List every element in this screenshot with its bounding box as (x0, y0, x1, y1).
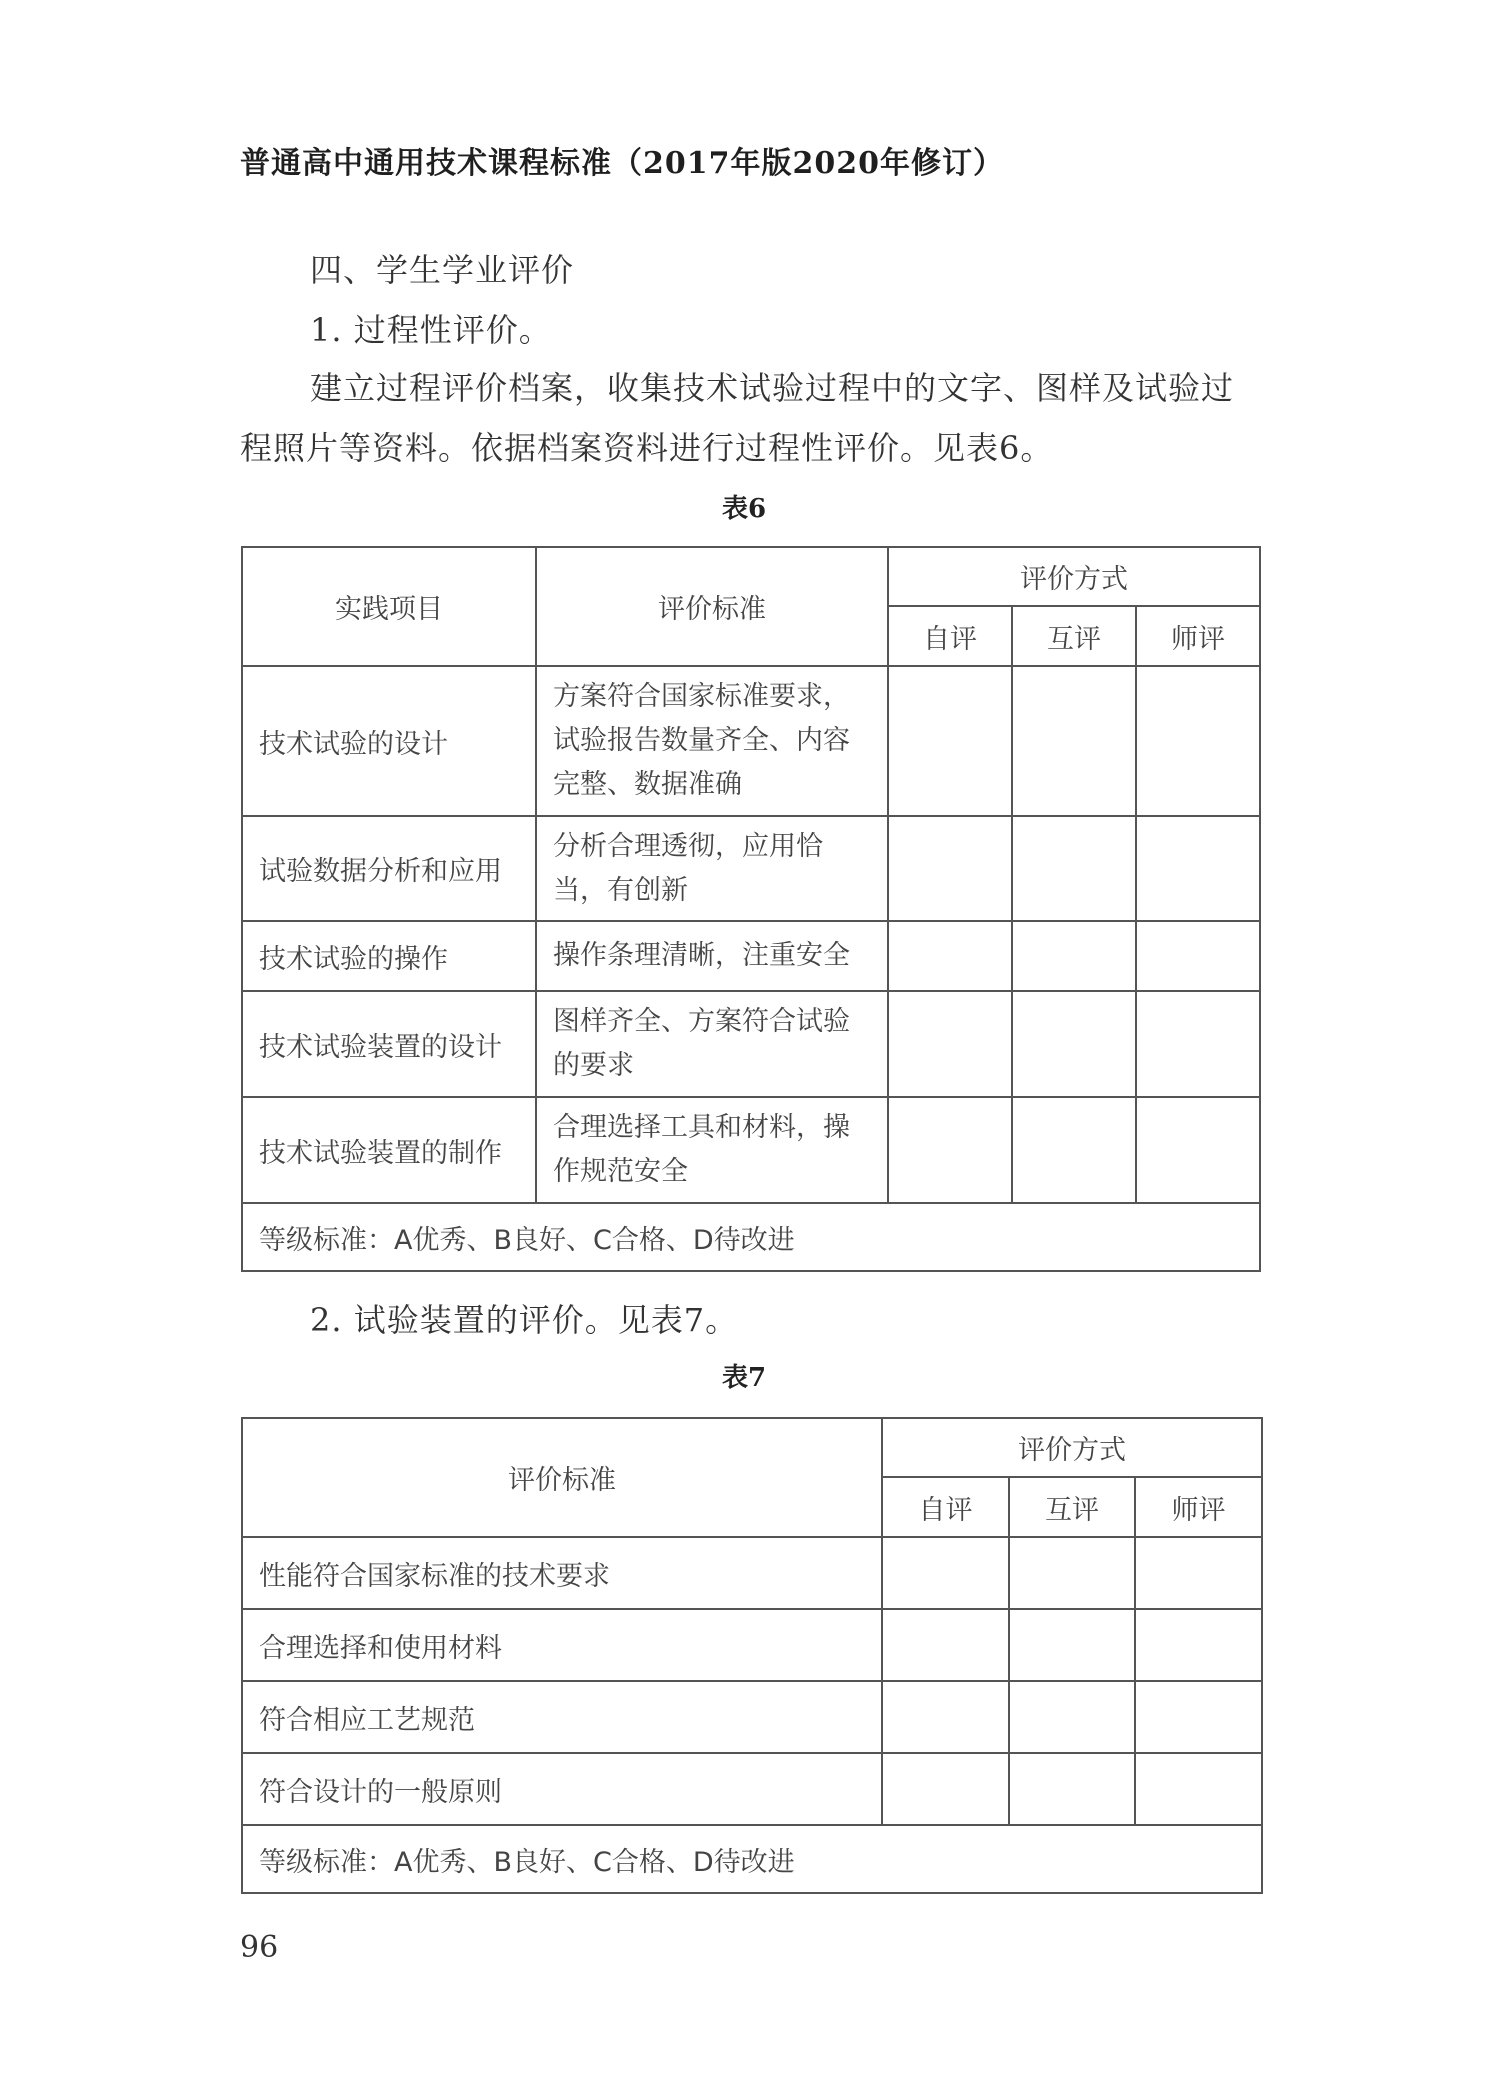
table6-teacher-cell (1136, 991, 1260, 1097)
table7-criteria-cell: 符合设计的一般原则 (242, 1753, 882, 1825)
table6-peer-cell (1012, 666, 1136, 816)
section-heading: 四、学生学业评价 (310, 251, 575, 289)
table7-teacher-cell (1135, 1681, 1262, 1753)
body-line-1: 建立过程评价档案，收集技术试验过程中的文字、图样及试验过 (310, 369, 1235, 407)
table7-header-method: 评价方式 (882, 1418, 1262, 1477)
table6-teacher-cell (1136, 1097, 1260, 1203)
table7-self-cell (882, 1537, 1009, 1609)
table7-criteria-cell: 合理选择和使用材料 (242, 1609, 882, 1681)
table7-grade-standard: 等级标准：A优秀、B良好、C合格、D待改进 (242, 1825, 1262, 1893)
table6-grade-standard: 等级标准：A优秀、B良好、C合格、D待改进 (242, 1203, 1260, 1271)
table7-criteria-cell: 符合相应工艺规范 (242, 1681, 882, 1753)
table-row (242, 1681, 1262, 1753)
table6-header-self: 自评 (888, 606, 1012, 666)
table6-self-cell (888, 1097, 1012, 1203)
table6-criteria-cell: 分析合理透彻，应用恰当，有创新 (536, 816, 888, 921)
table7-teacher-cell (1135, 1537, 1262, 1609)
table6 (241, 546, 1261, 1272)
table6-caption: 表6 (722, 494, 767, 524)
table7-header-teacher: 师评 (1135, 1477, 1262, 1537)
table6-self-cell (888, 991, 1012, 1097)
table7-self-cell (882, 1753, 1009, 1825)
table6-criteria-cell: 操作条理清晰，注重安全 (536, 921, 888, 991)
table6-peer-cell (1012, 816, 1136, 921)
table6-self-cell (888, 921, 1012, 991)
table7-peer-cell (1009, 1753, 1135, 1825)
table6-header-peer: 互评 (1012, 606, 1136, 666)
table7-self-cell (882, 1681, 1009, 1753)
table6-header-criteria: 评价标准 (536, 547, 888, 666)
table-row (242, 1753, 1262, 1825)
table7-criteria-cell: 性能符合国家标准的技术要求 (242, 1537, 882, 1609)
body-paragraph (240, 358, 1260, 478)
table6-criteria-cell: 图样齐全、方案符合试验的要求 (536, 991, 888, 1097)
table6-project-cell: 技术试验装置的制作 (242, 1097, 536, 1203)
table6-header-method: 评价方式 (888, 547, 1260, 606)
table7-self-cell (882, 1609, 1009, 1681)
table6-teacher-cell (1136, 921, 1260, 991)
table6-project-cell: 试验数据分析和应用 (242, 816, 536, 921)
table7-peer-cell (1009, 1681, 1135, 1753)
table7-peer-cell (1009, 1537, 1135, 1609)
table6-peer-cell (1012, 991, 1136, 1097)
table7-header-peer: 互评 (1009, 1477, 1135, 1537)
page-number: 96 (240, 1930, 279, 1965)
body-line-2: 程照片等资料。依据档案资料进行过程性评价。见表6。 (240, 429, 1054, 467)
table-row (242, 1097, 1260, 1203)
table6-header-project: 实践项目 (242, 547, 536, 666)
table7-peer-cell (1009, 1609, 1135, 1681)
table6-header-teacher: 师评 (1136, 606, 1260, 666)
table6-self-cell (888, 666, 1012, 816)
table6-criteria-cell: 方案符合国家标准要求，试验报告数量齐全、内容完整、数据准确 (536, 666, 888, 816)
table6-self-cell (888, 816, 1012, 921)
table7-caption: 表7 (722, 1363, 767, 1393)
table7-header-criteria: 评价标准 (242, 1418, 882, 1537)
table6-teacher-cell (1136, 666, 1260, 816)
running-header: 普通高中通用技术课程标准（2017年版2020年修订） (240, 146, 1004, 181)
table7 (241, 1417, 1263, 1894)
table-row (242, 921, 1260, 991)
table-row (242, 1537, 1262, 1609)
table-row (242, 991, 1260, 1097)
table6-project-cell: 技术试验装置的设计 (242, 991, 536, 1097)
table6-teacher-cell (1136, 816, 1260, 921)
subsection-heading-1: 1. 过程性评价。 (310, 311, 552, 349)
subsection-heading-2: 2. 试验装置的评价。见表7。 (310, 1301, 739, 1339)
table-row (242, 1609, 1262, 1681)
table6-peer-cell (1012, 921, 1136, 991)
table6-criteria-cell: 合理选择工具和材料，操作规范安全 (536, 1097, 888, 1203)
table7-teacher-cell (1135, 1753, 1262, 1825)
table6-peer-cell (1012, 1097, 1136, 1203)
table6-project-cell: 技术试验的设计 (242, 666, 536, 816)
table-row (242, 666, 1260, 816)
table6-project-cell: 技术试验的操作 (242, 921, 536, 991)
table7-teacher-cell (1135, 1609, 1262, 1681)
table7-header-self: 自评 (882, 1477, 1009, 1537)
table-row (242, 816, 1260, 921)
